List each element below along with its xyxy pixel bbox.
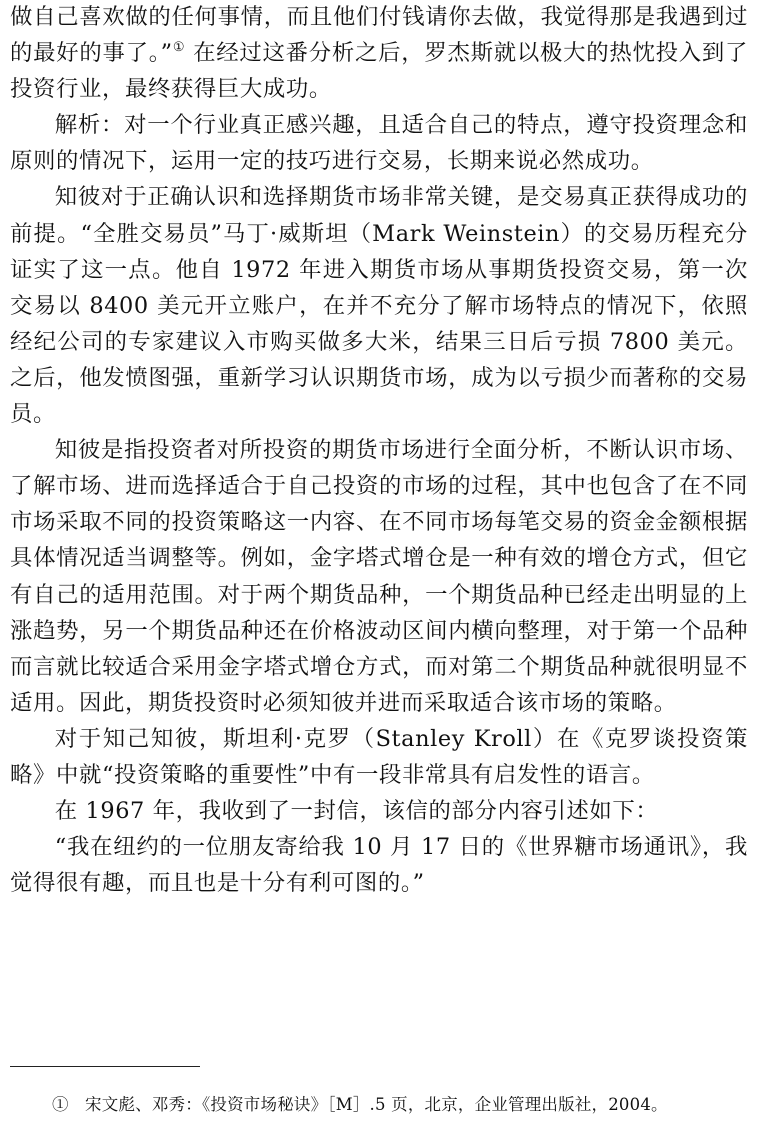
footnote-divider bbox=[10, 1066, 200, 1067]
footnote bbox=[52, 1094, 668, 1116]
paragraph-kroll: 对于知己知彼，斯坦利·克罗（Stanley Kroll）在《克罗谈投资策略》中就“投资策略的重要性”中有一段非常具有启发性的语言。 bbox=[10, 725, 748, 788]
footnote-ref: ① bbox=[172, 40, 186, 56]
paragraph-1967-letter: 在 1967 年，我收到了一封信，该信的部分内容引述如下： bbox=[54, 798, 659, 825]
paragraph-know-the-market: 知彼对于正确认识和选择期货市场非常关键，是交易真正获得成功的前提。“全胜交易员”马丁·威斯坦（Mark Weinstein）的交易历程充分证实了这一点。他自 1972 年进入期货市场从事期货投资交易，第一次交易以 8400 美元开立账户，在并不充分了解市场特点的情况下，依照经纪公司的专家建议入市购买做多大米，结果三日后亏损 7800 美元。之后，他发愤图强，重新学习认识期货市场，成为以亏损少而著称的交易员。 bbox=[10, 184, 748, 428]
paragraph-analysis: 解析：对一个行业真正感兴趣，且适合自己的特点，遵守投资理念和原则的情况下，运用一定的技巧进行交易，长期来说必然成功。 bbox=[10, 112, 748, 175]
footnote-marker: ① bbox=[52, 1095, 69, 1114]
footnote-text: 宋文彪、邓秀：《投资市场秘诀》［M］.5 页，北京，企业管理出版社，2004。 bbox=[85, 1095, 668, 1114]
paragraph-text: 在经过这番分析之后，罗杰斯就以极大的热忱投入到了投资行业，最终获得巨大成功。 bbox=[10, 40, 748, 103]
paragraph-definition: 知彼是指投资者对所投资的期货市场进行全面分析，不断认识市场、了解市场、进而选择适合于自己投资的市场的过程，其中也包含了在不同市场采取不同的投资策略这一内容、在不同市场每笔交易的资金金额根据具体情况适当调整等。例如，金字塔式增仓是一种有效的增仓方式，但它有自己的适用范围。对于两个期货品种，一个期货品种已经走出明显的上涨趋势，另一个期货品种还在价格波动区间内横向整理，对于第一个品种而言就比较适合采用金字塔式增仓方式，而对第二个期货品种就很明显不适用。因此，期货投资时必须知彼并进而采取适合该市场的策略。 bbox=[10, 437, 748, 716]
paragraph-text: 做自己喜欢做的任何事情，而且他们付钱请你去做，我觉得那是我遇到过的最好的事了。” bbox=[10, 4, 748, 67]
paragraph-continuation bbox=[10, 0, 748, 107]
paragraph-quote: “我在纽约的一位朋友寄给我 10 月 17 日的《世界糖市场通讯》，我觉得很有趣，而且也是十分有利可图的。” bbox=[10, 834, 748, 897]
